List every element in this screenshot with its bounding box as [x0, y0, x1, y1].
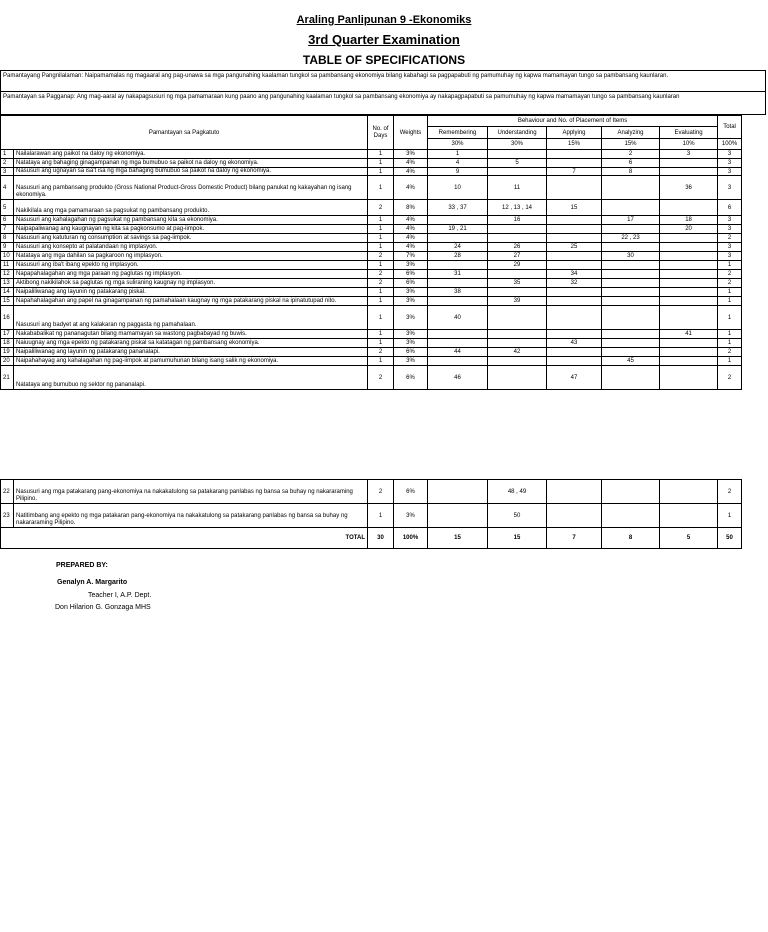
evaluating-cell — [660, 339, 718, 348]
content-standard: Pamantayang Pangnilalaman: Naipamamalas ng magaaral ang pag-unawa sa mga pangunahing kaalaman tungkol sa pambansang ekonomiya bilang kabahagi sa pagpapabuti ng pamumuhay ng kapwa mamamayan tungo sa pambansang kaunlaran. — [0, 70, 766, 91]
applying-cell: 15 — [547, 200, 602, 216]
table-row — [1, 200, 742, 216]
days-header: No. of Days — [368, 116, 394, 150]
weight-cell: 4% — [394, 234, 428, 243]
applying-cell — [547, 176, 602, 200]
row-total-cell: 3 — [718, 159, 742, 168]
understanding-cell — [488, 306, 547, 330]
applying-cell — [547, 348, 602, 357]
applying-cell — [547, 261, 602, 270]
item-number: 5 — [1, 200, 14, 216]
remembering-cell — [428, 234, 488, 243]
percent-total: 100% — [718, 139, 742, 150]
days-cell: 1 — [368, 234, 394, 243]
analyzing-cell — [602, 330, 660, 339]
table-row — [1, 150, 742, 159]
competency-text: Nakikilala ang mga pamamaraan sa pagsukat ng pambansang produkto. — [14, 200, 368, 216]
competency-text: Nasusuri ang konsepto at palatandaan ng implasyon. — [14, 243, 368, 252]
row-total-cell: 2 — [718, 480, 742, 504]
remembering-cell: 1 — [428, 150, 488, 159]
applying-cell — [547, 306, 602, 330]
competency-text: Naipapaliwanag ang kaugnayan ng kita sa pagkonsumo at pag-iimpok. — [14, 225, 368, 234]
preparer-school: Don Hilarion G. Gonzaga MHS — [55, 604, 151, 611]
evaluating-cell — [660, 480, 718, 504]
competency-text: Natitimbang ang epekto ng mga patakaran pang-ekonomiya na nakakatulong sa patakarang panlabas ng bansa sa buhay ng nakararaming Pilipino. — [14, 504, 368, 528]
analyzing-cell — [602, 270, 660, 279]
weight-cell: 3% — [394, 150, 428, 159]
understanding-cell — [488, 150, 547, 159]
remembering-cell: 4 — [428, 159, 488, 168]
analyzing-cell — [602, 261, 660, 270]
understanding-cell: 39 — [488, 297, 547, 306]
row-total-cell: 3 — [718, 252, 742, 261]
remembering-cell: 31 — [428, 270, 488, 279]
remembering-cell — [428, 216, 488, 225]
analyzing-cell — [602, 366, 660, 390]
analyzing-cell: 22 , 23 — [602, 234, 660, 243]
remembering-cell: 38 — [428, 288, 488, 297]
totals-row — [1, 528, 742, 549]
applying-cell: 7 — [547, 168, 602, 176]
competency-text: Nakababalikat ng pananagutan bilang mamamayan sa wastong pagbabayad ng buwis. — [14, 330, 368, 339]
preparer-name: Genalyn A. Margarito — [57, 579, 128, 586]
table-row — [1, 339, 742, 348]
understanding-cell — [488, 270, 547, 279]
days-cell: 1 — [368, 216, 394, 225]
evaluating-cell — [660, 243, 718, 252]
evaluating-cell — [660, 159, 718, 168]
remembering-cell: 44 — [428, 348, 488, 357]
analyzing-cell — [602, 348, 660, 357]
item-number: 23 — [1, 504, 14, 528]
weight-cell: 4% — [394, 159, 428, 168]
item-number: 8 — [1, 234, 14, 243]
table-row — [1, 306, 742, 330]
table-row — [1, 348, 742, 357]
percent-understanding: 30% — [488, 139, 547, 150]
evaluating-cell — [660, 279, 718, 288]
weight-cell: 6% — [394, 348, 428, 357]
remembering-cell — [428, 504, 488, 528]
row-total-cell: 2 — [718, 270, 742, 279]
understanding-cell: 5 — [488, 159, 547, 168]
level-applying: Applying — [547, 127, 602, 139]
weight-cell: 4% — [394, 216, 428, 225]
remembering-cell: 19 , 21 — [428, 225, 488, 234]
level-remembering: Remembering — [428, 127, 488, 139]
percent-analyzing: 15% — [602, 139, 660, 150]
applying-cell: 34 — [547, 270, 602, 279]
competency-text: Napapahalagahan ang mga paraan ng paglutas ng implasyon. — [14, 270, 368, 279]
total-understanding: 15 — [488, 528, 547, 549]
weight-cell: 4% — [394, 243, 428, 252]
competency-text: Nailalarawan ang paikot na daloy ng ekonomiya. — [14, 150, 368, 159]
level-analyzing: Analyzing — [602, 127, 660, 139]
item-number: 2 — [1, 159, 14, 168]
table-row — [1, 168, 742, 176]
understanding-cell: 12 , 13 , 14 — [488, 200, 547, 216]
evaluating-cell — [660, 357, 718, 366]
table-row — [1, 297, 742, 306]
table-row — [1, 234, 742, 243]
remembering-cell: 24 — [428, 243, 488, 252]
subject-title: Araling Panlipunan 9 -Ekonomiks — [296, 14, 472, 26]
understanding-cell — [488, 339, 547, 348]
analyzing-cell: 8 — [602, 168, 660, 176]
table-row — [1, 216, 742, 225]
competency-text: Nasusuri ang badyet at ang kalakaran ng paggasta ng pamahalaan. — [14, 306, 368, 330]
weights-header: Weights — [394, 116, 428, 150]
understanding-cell — [488, 357, 547, 366]
analyzing-cell — [602, 225, 660, 234]
analyzing-cell — [602, 480, 660, 504]
days-cell: 1 — [368, 339, 394, 348]
preparer-position: Teacher I, A.P. Dept. — [88, 592, 152, 599]
level-understanding: Understanding — [488, 127, 547, 139]
understanding-cell — [488, 234, 547, 243]
item-number: 12 — [1, 270, 14, 279]
total-days: 30 — [368, 528, 394, 549]
competency-text: Natataya ang bahaging ginagampanan ng mga bumubuo sa paikot na daloy ng ekonomiya. — [14, 159, 368, 168]
item-number: 10 — [1, 252, 14, 261]
days-cell: 2 — [368, 480, 394, 504]
competency-text: Naipaliliwanag ang layunin ng patakarang pananalapi. — [14, 348, 368, 357]
table-row — [1, 261, 742, 270]
applying-cell — [547, 216, 602, 225]
specification-table-continued — [0, 479, 742, 549]
weight-cell: 3% — [394, 330, 428, 339]
days-cell: 1 — [368, 176, 394, 200]
understanding-cell: 26 — [488, 243, 547, 252]
weight-cell: 3% — [394, 306, 428, 330]
analyzing-cell: 17 — [602, 216, 660, 225]
understanding-cell: 27 — [488, 252, 547, 261]
understanding-cell: 16 — [488, 216, 547, 225]
row-total-cell: 1 — [718, 288, 742, 297]
applying-cell — [547, 288, 602, 297]
days-cell: 2 — [368, 279, 394, 288]
table-row — [1, 330, 742, 339]
remembering-cell: 40 — [428, 306, 488, 330]
competency-text: Nasusuri ang kahalagahan ng pagsukat ng pambansang kita sa ekonomiya. — [14, 216, 368, 225]
item-number: 6 — [1, 216, 14, 225]
evaluating-cell — [660, 234, 718, 243]
row-total-cell: 2 — [718, 279, 742, 288]
competency-header: Pamantayan sa Pagkatuto — [1, 116, 368, 150]
days-cell: 2 — [368, 366, 394, 390]
analyzing-cell — [602, 200, 660, 216]
weight-cell: 3% — [394, 297, 428, 306]
analyzing-cell — [602, 279, 660, 288]
weight-cell: 4% — [394, 168, 428, 176]
table-row — [1, 252, 742, 261]
weight-cell: 3% — [394, 357, 428, 366]
total-evaluating: 5 — [660, 528, 718, 549]
item-number: 15 — [1, 297, 14, 306]
applying-cell — [547, 225, 602, 234]
competency-text: Nasusuri ang katuturan ng consumption at savings sa pag-iimpok. — [14, 234, 368, 243]
understanding-cell — [488, 168, 547, 176]
item-number: 18 — [1, 339, 14, 348]
document-header — [0, 12, 768, 68]
remembering-cell: 28 — [428, 252, 488, 261]
analyzing-cell: 45 — [602, 357, 660, 366]
row-total-cell: 2 — [718, 366, 742, 390]
competency-text: Naipaliliwanag ang layunin ng patakarang piskal. — [14, 288, 368, 297]
item-number: 9 — [1, 243, 14, 252]
weight-cell: 3% — [394, 288, 428, 297]
document-title: TABLE OF SPECIFICATIONS — [302, 53, 466, 67]
total-remembering: 15 — [428, 528, 488, 549]
applying-cell — [547, 150, 602, 159]
days-cell: 1 — [368, 261, 394, 270]
days-cell: 1 — [368, 297, 394, 306]
total-header: Total — [718, 116, 742, 139]
item-number: 20 — [1, 357, 14, 366]
total-analyzing: 8 — [602, 528, 660, 549]
days-cell: 1 — [368, 225, 394, 234]
weight-cell: 3% — [394, 339, 428, 348]
understanding-cell: 48 , 49 — [488, 480, 547, 504]
remembering-cell — [428, 261, 488, 270]
item-number: 16 — [1, 306, 14, 330]
evaluating-cell — [660, 504, 718, 528]
competency-text: Naipahahayag ang kahalagahan ng pag-iimpok at pamumuhunan bilang isang salik ng ekonomiya. — [14, 357, 368, 366]
weight-cell: 7% — [394, 252, 428, 261]
competency-text: Napahahalagahan ang papel na ginagampanan ng pamahalaan kaugnay ng mga patakarang piskal na ipinatutupad nito. — [14, 297, 368, 306]
remembering-cell — [428, 279, 488, 288]
row-total-cell: 1 — [718, 330, 742, 339]
weight-cell: 6% — [394, 480, 428, 504]
applying-cell — [547, 480, 602, 504]
row-total-cell: 1 — [718, 261, 742, 270]
weight-cell: 3% — [394, 261, 428, 270]
evaluating-cell — [660, 200, 718, 216]
item-number: 13 — [1, 279, 14, 288]
remembering-cell — [428, 330, 488, 339]
level-evaluating: Evaluating — [660, 127, 718, 139]
item-number: 11 — [1, 261, 14, 270]
days-cell: 1 — [368, 150, 394, 159]
analyzing-cell — [602, 339, 660, 348]
understanding-cell — [488, 330, 547, 339]
applying-cell — [547, 234, 602, 243]
row-total-cell: 3 — [718, 216, 742, 225]
understanding-cell: 29 — [488, 261, 547, 270]
days-cell: 2 — [368, 252, 394, 261]
total-applying: 7 — [547, 528, 602, 549]
days-cell: 2 — [368, 270, 394, 279]
remembering-cell — [428, 480, 488, 504]
analyzing-cell — [602, 176, 660, 200]
remembering-cell — [428, 297, 488, 306]
understanding-cell: 35 — [488, 279, 547, 288]
understanding-cell — [488, 225, 547, 234]
days-cell: 1 — [368, 330, 394, 339]
weight-cell: 4% — [394, 176, 428, 200]
item-number: 1 — [1, 150, 14, 159]
days-cell: 1 — [368, 288, 394, 297]
table-row — [1, 225, 742, 234]
analyzing-cell — [602, 306, 660, 330]
evaluating-cell: 41 — [660, 330, 718, 339]
remembering-cell — [428, 339, 488, 348]
analyzing-cell — [602, 243, 660, 252]
item-number: 7 — [1, 225, 14, 234]
analyzing-cell — [602, 288, 660, 297]
row-total-cell: 2 — [718, 234, 742, 243]
item-number: 3 — [1, 168, 14, 176]
total-weights: 100% — [394, 528, 428, 549]
weight-cell: 8% — [394, 200, 428, 216]
row-total-cell: 1 — [718, 306, 742, 330]
analyzing-cell: 6 — [602, 159, 660, 168]
item-number: 21 — [1, 366, 14, 390]
row-total-cell: 1 — [718, 504, 742, 528]
row-total-cell: 6 — [718, 200, 742, 216]
percent-remembering: 30% — [428, 139, 488, 150]
understanding-cell: 42 — [488, 348, 547, 357]
competency-text: Nasusuri ang mga patakarang pang-ekonomiya na nakakatulong sa patakarang panlabas ng bansa sa buhay ng nakararaming Pilipino. — [14, 480, 368, 504]
days-cell: 1 — [368, 243, 394, 252]
understanding-cell: 11 — [488, 176, 547, 200]
analyzing-cell — [602, 504, 660, 528]
applying-cell — [547, 504, 602, 528]
applying-cell — [547, 252, 602, 261]
prepared-by-label: PREPARED BY: — [56, 562, 108, 569]
behaviour-header: Behaviour and No. of Placement of Items — [428, 116, 718, 127]
evaluating-cell: 36 — [660, 176, 718, 200]
weight-cell: 3% — [394, 504, 428, 528]
weight-cell: 4% — [394, 225, 428, 234]
remembering-cell: 9 — [428, 168, 488, 176]
weight-cell: 6% — [394, 270, 428, 279]
evaluating-cell — [660, 168, 718, 176]
table-row — [1, 366, 742, 390]
row-total-cell: 3 — [718, 150, 742, 159]
evaluating-cell — [660, 252, 718, 261]
days-cell: 1 — [368, 168, 394, 176]
competency-text: Natataya ang bumubuo ng sektor ng pananalapi. — [14, 366, 368, 390]
competency-text: Aktibong nakikilahok sa paglutas ng mga suliraning kaugnay ng implasyon. — [14, 279, 368, 288]
applying-cell — [547, 330, 602, 339]
table-row — [1, 243, 742, 252]
analyzing-cell: 2 — [602, 150, 660, 159]
understanding-cell: 50 — [488, 504, 547, 528]
row-total-cell: 3 — [718, 176, 742, 200]
row-total-cell: 1 — [718, 357, 742, 366]
days-cell: 1 — [368, 357, 394, 366]
evaluating-cell — [660, 348, 718, 357]
row-total-cell: 1 — [718, 297, 742, 306]
weight-cell: 6% — [394, 279, 428, 288]
table-row — [1, 480, 742, 504]
percent-evaluating: 10% — [660, 139, 718, 150]
weight-cell: 6% — [394, 366, 428, 390]
competency-text: Nasusuri ang ugnayan sa isa't isa ng mga bahaging bumubuo sa paikot na daloy ng ekonomiya. — [14, 168, 368, 176]
evaluating-cell — [660, 306, 718, 330]
row-total-cell: 2 — [718, 348, 742, 357]
understanding-cell — [488, 288, 547, 297]
evaluating-cell — [660, 270, 718, 279]
competency-text: Nasusuri ang iba't ibang epekto ng implasyon. — [14, 261, 368, 270]
table-row — [1, 504, 742, 528]
applying-cell — [547, 159, 602, 168]
evaluating-cell: 20 — [660, 225, 718, 234]
item-number: 19 — [1, 348, 14, 357]
percent-applying: 15% — [547, 139, 602, 150]
item-number: 4 — [1, 176, 14, 200]
performance-standard: Pamantayan sa Pagganap: Ang mag-aaral ay nakapagsusuri ng mga pamamaraan kung paano ang pangunahing kaalaman tungkol sa pambansang ekonomiya ay nakapagpapabuti sa pamumuhay ng kapwa mamamayan tungo sa pambansang kaunlaran — [0, 91, 766, 115]
item-number: 22 — [1, 480, 14, 504]
days-cell: 2 — [368, 200, 394, 216]
competency-text: Naiuugnay ang mga epekto ng patakarang piskal sa katatagan ng pambansang ekonomiya. — [14, 339, 368, 348]
table-row — [1, 176, 742, 200]
evaluating-cell — [660, 297, 718, 306]
row-total-cell: 3 — [718, 243, 742, 252]
table-row — [1, 288, 742, 297]
analyzing-cell: 30 — [602, 252, 660, 261]
applying-cell: 43 — [547, 339, 602, 348]
table-row — [1, 270, 742, 279]
applying-cell: 25 — [547, 243, 602, 252]
remembering-cell: 46 — [428, 366, 488, 390]
applying-cell: 47 — [547, 366, 602, 390]
evaluating-cell — [660, 288, 718, 297]
item-number: 14 — [1, 288, 14, 297]
row-total-cell: 3 — [718, 168, 742, 176]
remembering-cell: 33 , 37 — [428, 200, 488, 216]
competency-text: Natataya ang mga dahilan sa pagkaroon ng implasyon. — [14, 252, 368, 261]
evaluating-cell: 3 — [660, 150, 718, 159]
applying-cell: 32 — [547, 279, 602, 288]
specification-table — [0, 115, 742, 390]
applying-cell — [547, 357, 602, 366]
days-cell: 1 — [368, 159, 394, 168]
days-cell: 1 — [368, 504, 394, 528]
total-items: 50 — [718, 528, 742, 549]
row-total-cell: 1 — [718, 339, 742, 348]
table-row — [1, 279, 742, 288]
days-cell: 1 — [368, 306, 394, 330]
evaluating-cell: 18 — [660, 216, 718, 225]
table-row — [1, 159, 742, 168]
total-label: TOTAL — [1, 528, 368, 549]
understanding-cell — [488, 366, 547, 390]
row-total-cell: 3 — [718, 225, 742, 234]
analyzing-cell — [602, 297, 660, 306]
competency-text: Nasusuri ang pambansang produkto (Gross National Product-Gross Domestic Product) bilang panukat ng kakayahan ng isang ekonomiya. — [14, 176, 368, 200]
evaluating-cell — [660, 366, 718, 390]
evaluating-cell — [660, 261, 718, 270]
remembering-cell: 10 — [428, 176, 488, 200]
remembering-cell — [428, 357, 488, 366]
applying-cell — [547, 297, 602, 306]
item-number: 17 — [1, 330, 14, 339]
exam-title: 3rd Quarter Examination — [308, 32, 460, 47]
days-cell: 2 — [368, 348, 394, 357]
table-row — [1, 357, 742, 366]
